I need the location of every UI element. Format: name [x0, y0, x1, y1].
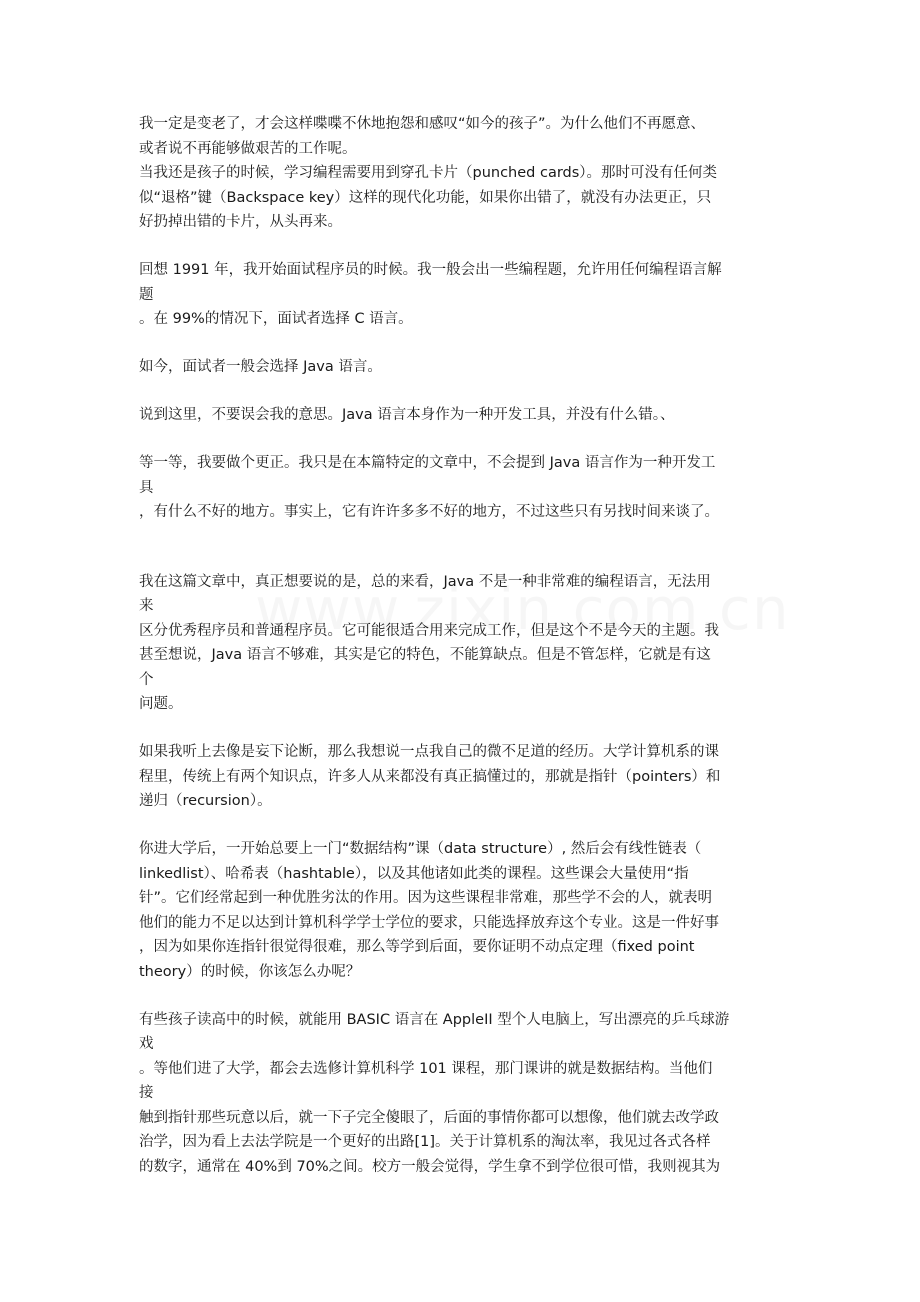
text-line: 你进大学后，一开始总要上一门“数据结构”课（data structure）, 然后会有线性链表（ [139, 841, 702, 857]
text-line: 递归（recursion）。 [139, 793, 272, 809]
text-line: 甚至想说，Java 语言不够难，其实是它的特色，不能算缺点。但是不管怎样，它就是有这 [139, 647, 711, 663]
paragraph-data-structures [139, 837, 789, 984]
text-line: 回想 1991 年，我开始面试程序员的时候。我一般会出一些编程题，允许用任何编程语言解 [139, 262, 722, 278]
text-line: 我在这篇文章中，真正想要说的是，总的来看，Java 不是一种非常难的编程语言，无法用 [139, 573, 711, 590]
text-line: 如今，面试者一般会选择 Java 语言。 [139, 359, 382, 375]
text-line: ，因为如果你连指针很觉得很难，那么等学到后面，要你证明不动点定理（fixed point [139, 939, 695, 955]
paragraph-correction [139, 451, 789, 525]
text-line: 治学，因为看上去法学院是一个更好的出路[1]。关于计算机系的淘汰率，我见过各式各样 [139, 1134, 711, 1150]
text-line: 来 [139, 598, 154, 614]
text-line: 区分优秀程序员和普通程序员。它可能很适合用来完成工作，但是这个不是今天的主题。我 [139, 622, 719, 639]
paragraph-1991-interviews [139, 258, 789, 332]
text-line: linkedlist）、哈希表（hashtable），以及其他诸如此类的课程。这些课会大量使用“指 [139, 865, 689, 882]
paragraph-aging-punched-cards [139, 112, 789, 235]
text-line: 当我还是孩子的时候，学习编程需要用到穿孔卡片（punched cards）。那时可没有任何类 [139, 165, 718, 181]
text-line: 似“退格”键（Backspace key）这样的现代化功能，如果你出错了，就没有办法更正，只 [139, 189, 712, 206]
text-line: 题 [139, 286, 154, 303]
text-line: 。等他们进了大学，都会去选修计算机科学 101 课程，那门课讲的就是数据结构。当他们 [139, 1060, 713, 1077]
text-line: 。在 99%的情况下，面试者选择 C 语言。 [139, 311, 413, 327]
paragraph-main-point [139, 570, 789, 717]
text-line: 他们的能力不足以达到计算机科学学士学位的要求，只能选择放弃这个专业。这是一件好事 [139, 914, 719, 931]
text-line: 针”。它们经常起到一种优胜劣汰的作用。因为这些课程非常难，那些学不会的人，就表明 [139, 890, 713, 906]
paragraph-java-today [139, 355, 789, 380]
text-line: theory）的时候，你该怎么办呢？ [139, 963, 361, 980]
text-line: 触到指针那些玩意以后，就一下子完全傻眼了，后面的事情你都可以想像，他们就去改学政 [139, 1109, 719, 1126]
text-line: 我一定是变老了，才会这样喋喋不休地抱怨和感叹“如今的孩子”。为什么他们不再愿意、 [139, 116, 706, 132]
paragraph-basic-appleii [139, 1008, 789, 1180]
text-line: ，有什么不好的地方。事实上，它有许许多多不好的地方，不过这些只有另找时间来谈了。 [139, 504, 719, 520]
text-line: 好扔掉出错的卡片，从头再来。 [139, 214, 342, 230]
text-line: 有些孩子读高中的时候，就能用 BASIC 语言在 AppleII 型个人电脑上，写出漂亮的乒乓球游 [139, 1011, 730, 1028]
text-line: 接 [139, 1085, 154, 1101]
paragraph-pointers-recursion [139, 740, 789, 814]
text-line: 如果我听上去像是妄下论断，那么我想说一点我自己的微不足道的经历。大学计算机系的课 [139, 744, 719, 760]
article-body [139, 112, 789, 1203]
text-line: 或者说不再能够做艰苦的工作呢。 [139, 140, 357, 157]
text-line: 个 [139, 671, 154, 688]
text-line: 说到这里，不要误会我的意思。Java 语言本身作为一种开发工具，并没有什么错。、 [139, 407, 675, 423]
paragraph-no-misunderstanding [139, 403, 789, 428]
text-line: 的数字，通常在 40%到 70%之间。校方一般会觉得，学生拿不到学位很可惜，我则视其为 [139, 1158, 721, 1175]
text-line: 程里，传统上有两个知识点，许多人从来都没有真正搞懂过的，那就是指针（pointers）和 [139, 768, 721, 785]
text-line: 问题。 [139, 696, 183, 712]
text-line: 等一等，我要做个更正。我只是在本篇特定的文章中，不会提到 Java 语言作为一种开发工 [139, 455, 716, 471]
text-line: 具 [139, 479, 154, 496]
text-line: 戏 [139, 1036, 154, 1052]
